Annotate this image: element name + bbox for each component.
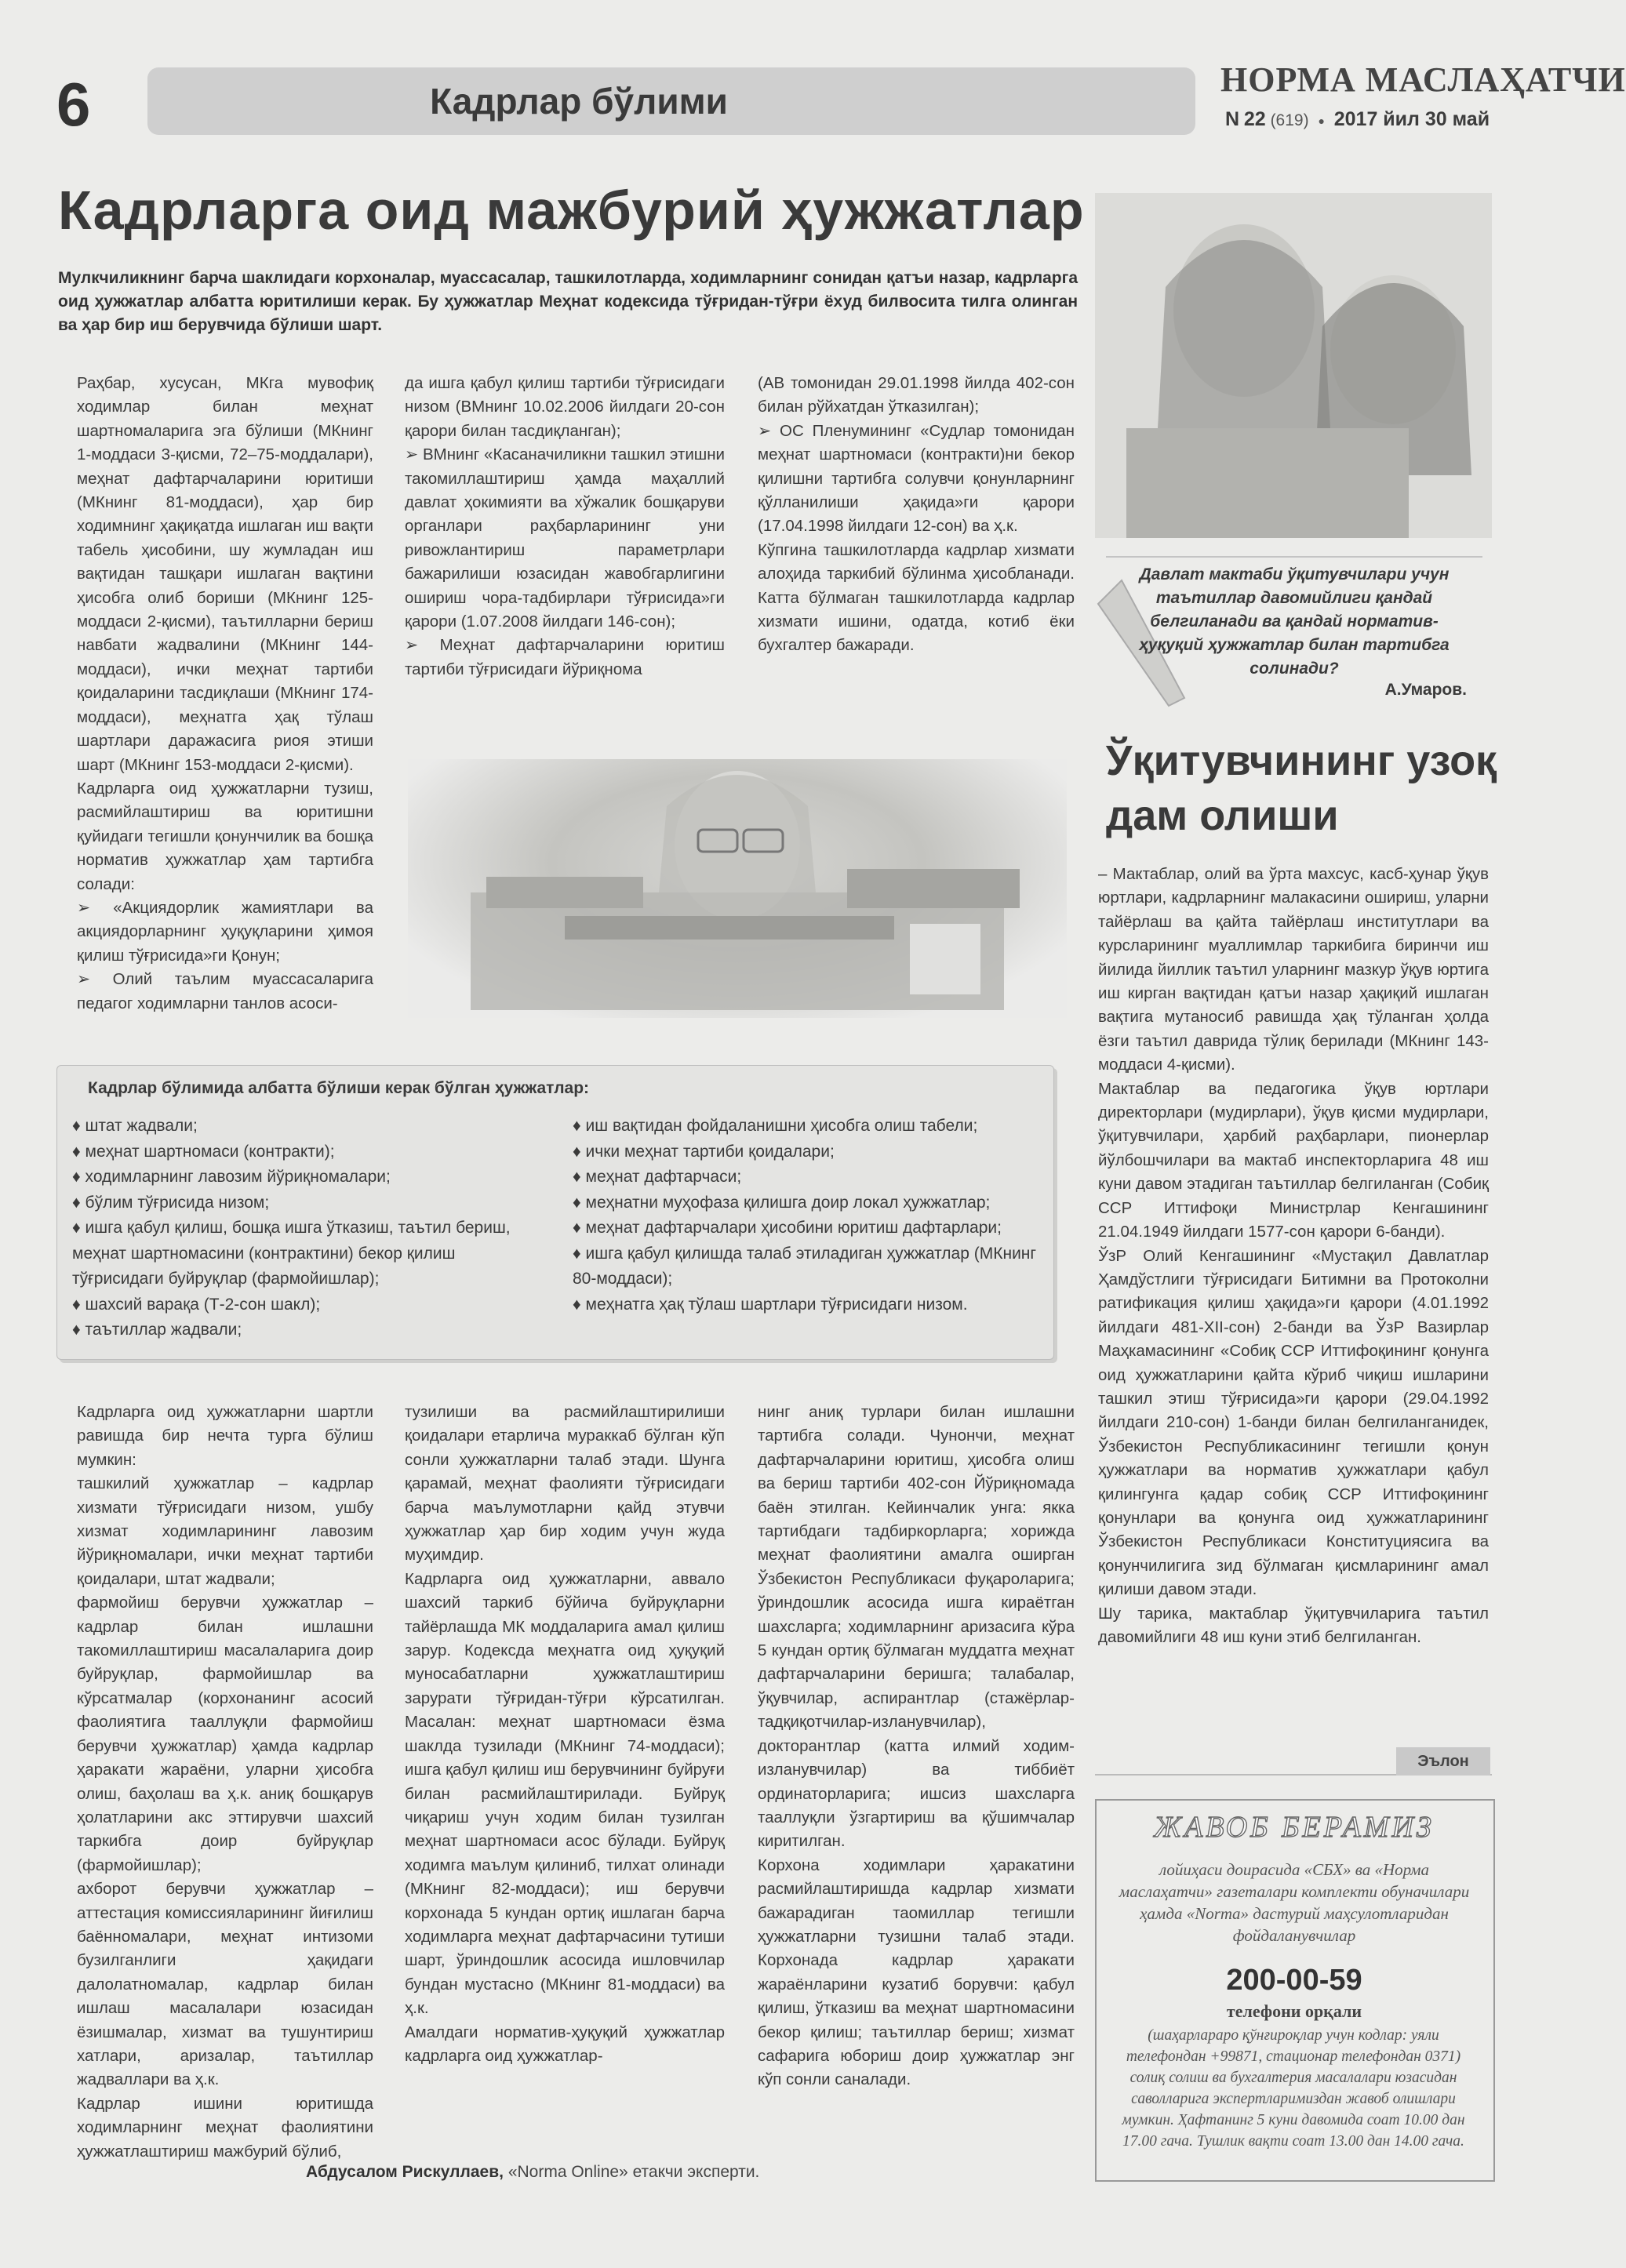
- issue-label: N: [1225, 108, 1240, 130]
- article-photo-illustration: [408, 759, 1067, 1018]
- bottom-column-1-text: Кадрларга оид ҳужжатларни шартли равишда бир нечта турга бўлиш мумкин: ташкилий ҳужжатлар – кадрлар хизмати тўғрисидаги низом, ушбу хизмат ходимларининг лавозим йўриқномалари, ички меҳнат тартиби қоидалари, штат жадвали; фармойиш берувчи ҳужжатлар – кадрлар билан ишлашни такомиллаштириш масалаларига доир буйруқлар, фармойишлар ва кўрсатмалар (корхонанинг асосий фаолиятига тааллуқли фармойиш берувчи ҳужжатлар) ҳамда кадрлар ҳаракати жараёни, уларни ҳисобга олиш, баҳолаш ва ҳ.к. аниқ бошқарув ҳолатларини акс эттирувчи шахсий таркибга доир буйруқлар (фармойишлар); ахборот берувчи ҳужжатлар – аттестация комиссияларининг йиғилиш баённомалари, меҳнат интизоми бузилганлиги ҳақидаги далолатномалар, кадрлар билан ишлаш масалалари юзасидан ёзишмалар, хизмат ва тушунтириш хатлари, аризалар, таътиллар жадваллари ва ҳ.к. Кадрлар ишини юритишда ходимларнинг меҳнат фаолиятини ҳужжатлаштириш мажбурий бўлиб,: [77, 1403, 373, 2161]
- question-text: Давлат мактаби ўқитувчилари учун таътиллар давомийлиги қандай белгиланади ва қандай норматив-ҳуқуқий ҳужжатлар билан тартибга солинади?: [1139, 565, 1450, 678]
- document-list-left: [72, 1114, 543, 1343]
- document-list-right: [573, 1114, 1043, 1318]
- issue-date: 2017 йил 30 май: [1333, 108, 1490, 130]
- bottom-column-3: [758, 1401, 1075, 2092]
- sidebar-body-text: – Мактаблар, олий ва ўрта махсус, касб-ҳунар ўқув юртлари, кадрларнинг малакасини ошириш, уларни тайёрлаш ва қайта тайёрлаш институтлари ва курсларининг муаллимлар таркибига биринчи иш йилида йиллик таътил уларнинг мазкур ўқув юртига иш кирган вақтидан қатъи назар ҳақиқий ишлаган вақтига мутаносиб равишда ҳақ тўланган ҳолда ёзги таътил даврида тўлиқ берилади (МКнинг 143-моддаси 4-қисми). Мактаблар ва педагогика ўқув юртлари директорлари (мудирлари), ўқув қисми мудирлари, ўқитувчилари, ҳарбий раҳбарлари, пионерлар йўлбошчилари ва мактаб инспекторларига 48 иш куни давом этадиган таътиллар белгиланган (Собиқ ССР Иттифоқи Министрлар Кенгашининг 21.04.1949 йилдаги 1577-сон қарори 6-банди). ЎзР Олий Кенгашининг «Мустақил Давлатлар Ҳамдўстлиги тўғрисидаги Битимни ва Протоколни ратификация қилиш ҳақида»ги қарори (4.01.1992 йилдаги 481-XII-сон) 2-банди ва ЎзР Вазирлар Маҳкамасининг «Собиқ ССР Иттифоқининг қонунга оид ҳужжатларини қайта кўриб чиқиш ишларини ташкил этиш тўғрисида»ги қарори (29.04.1992 йилдаги 210-сон) 1-банди билан белгиланганидек, Ўзбекистон Республикасининг тегишли қонун ҳужжатлари ва норматив ҳужжатлари қабул қилингунга қадар собиқ ССР Иттифоқининг қонунлари ва қонунга оид ҳужжатларининг Ўзбекистон Республикаси Конституциясига ва қонунчилигига зид бўлмаган қисмларининг амал қилиши давом этади. Шу тарика, мактаблар ўқитувчиларига таътил давомийлиги 48 иш куни этиб белгиланган.: [1098, 865, 1489, 1646]
- bottom-column-2: [405, 1401, 725, 2068]
- sidebar-photo: [1095, 193, 1492, 538]
- bottom-column-3-text: нинг аниқ турлари билан ишлашни тартибга солади. Чунончи, меҳнат дафтарчаларини юритиш, ҳисобга олиш ва бериш тартиби 402-сон Йўриқномада баён этилган. Кейинчалик унга: якка тартибдаги тадбиркорларга; хорижда меҳнат фаолиятини амалга оширган Ўзбекистон Республикаси фуқароларига; ўриндошлик асосида ишга кираётган шахсларга; ходимларнинг аризасига кўра 5 кундан ортиқ бўлмаган муддатга меҳнат дафтарчаларини беришга; талабалар, ўқувчилар, аспирантлар (стажёрлар-тадқиқотчилар-изланувчилар), докторантлар (катта илмий ходим-изланувчилар) ва тиббиёт ординаторларига; ишсиз шахсларга тааллуқли ўзгартириш ва қўшимчалар киритилган. Корхона ходимлари ҳаракатини расмийлаштиришда кадрлар хизмати бажарадиган таомиллар тегишли ҳужжатларни тузишни талаб этади. Корхонада кадрлар ҳаракати жараёнларини кузатиб борувчи: қабул қилиш, ўтказиш ва меҳнат шартномасини бекор қилиш; таътиллар бериш; хизмат сафарига юбориш доир ҳужжатлар энг кўп сонли саналади.: [758, 1403, 1075, 2089]
- document-list-left-items: ♦ штат жадвали; ♦ меҳнат шартномаси (контракти); ♦ ходимларнинг лавозим йўриқномалари; ♦ бўлим тўғрисида низом; ♦ ишга қабул қилиш, бошқа ишга ўтказиш, таътил бериш, меҳнат шартномасини (контрактини) бекор қилиш тўғрисидаги буйруқлар (фармойишлар); ♦ шахсий варақа (Т-2-сон шакл); ♦ таътиллар жадвали;: [72, 1117, 511, 1339]
- bottom-column-2-text: тузилиши ва расмийлаштирилиши қоидалари етарлича мураккаб бўлган кўп сонли ҳужжатларни талаб этади. Шунга қарамай, меҳнат фаолияти тўғрисидаги барча маълумотларни қайд этувчи ҳужжатлар ҳар бир ходим учун жуда муҳимдир. Кадрларга оид ҳужжатларни, аввало шахсий таркиб бўйича буйруқларни тайёрлашда МК моддаларига амал қилиш зарур. Кодексда меҳнатга оид ҳуқуқий муносабатларни ҳужжатлаштириш зарурати тўғридан-тўғри кўрсатилган. Масалан: меҳнат шартномаси ёзма шаклда тузилади (МКнинг 74-моддаси); ишга қабул қилиш иш берувчининг буйруғи билан расмийлаштирилади. Буйруқ чиқариш учун ходим билан тузилган меҳнат шартномаси асос бўлади. Буйруқ ходимга маълум қилиниб, тилхат олинади (МКнинг 82-моддаси); иш берувчи корхонада 5 кундан ортиқ ишлаган барча ходимларга меҳнат дафтарчасини тутиши шарт, ўриндошлик асосида ишловчилар бундан мустасно (МКнинг 81-моддаси) ва ҳ.к. Амалдаги норматив-ҳуқуқий ҳужжатлар кадрларга оид ҳужжатлар-: [405, 1403, 725, 2065]
- document-list-title: Кадрлар бўлимида албатта бўлиши керак бўлган ҳужжатлар:: [88, 1079, 590, 1097]
- answer-note: (шаҳарлараро қўнғироқлар учун кодлар: уяли телефондан +99871, стационар телефондан 0371) солиқ солиш ва бухгалтерия масалалари юзасидан саволларига экспертларимиздан жавоб олишлари мумкин. Ҳафтанинг 5 куни давомида соат 10.00 дан 17.00 гача. Тушлик вақти соат 13.00 дан 14.00 гача.: [1122, 2027, 1465, 2150]
- article-column-2: [405, 372, 725, 681]
- article-column-1-text: Раҳбар, хусусан, МКга мувофиқ ходимлар билан меҳнат шартномаларига эга бўлиши (МКнинг 1-моддаси 3-қисми, 72–75-моддалари), меҳнат дафтарчаларини юритиши (МКнинг 81-моддаси), ҳар бир ходимнинг ҳақиқатда ишлаган иш вақти табель ҳисобини, шу жумладан иш вақтидан ташқари ишлаган вақтини ҳисобга олиб бориши (МКнинг 125-моддаси 2-қисми), таътилларни бериш навбати жадвалини (МКнинг 144-моддаси), ички меҳнат тартиби қоидаларини тасдиқлаши (МКнинг 174-моддаси), меҳнатга ҳақ тўлаш шартлари даражасига риоя этиши шарт (МКнинг 153-моддаси 2-қисми). Кадрларга оид ҳужжатларни тузиш, расмийлаштириш ва юритишни қуйидаги тегишли қонунчилик ва бошқа норматив ҳужжатлар ҳам тартибга солади: ➢ «Акциядорлик жамиятлари ва акциядорларнинг ҳуқуқларини ҳимоя қилиш тўғрисида»ги Қонун; ➢ Олий таълим муассасаларига педагог ходимларни танлов асоси-: [77, 374, 373, 1012]
- sidebar-title: Ўқитувчининг узоқ дам олиши: [1106, 737, 1497, 839]
- issue-number: 22: [1243, 108, 1266, 130]
- document-list-right-items: ♦ иш вақтидан фойдаланишни ҳисобга олиш табели; ♦ ички меҳнат тартиби қоидалари; ♦ меҳнат дафтарчаси; ♦ меҳнатни муҳофаза қилишга доир локал ҳужжатлар; ♦ меҳнат дафтарчалари ҳисобини юритиш дафтарлари; ♦ ишга қабул қилишда талаб этиладиган ҳужжатлар (МКнинг 80-моддаси); ♦ меҳнатга ҳақ тўлаш шартлари тўғрисидаги низом.: [573, 1117, 1037, 1314]
- sidebar-body: [1098, 863, 1489, 1649]
- signature-name: Абдусалом Рискуллаев,: [306, 2163, 504, 2181]
- issue-line: [1225, 108, 1490, 131]
- article-column-1: [77, 372, 373, 1016]
- issue-total: (619): [1270, 111, 1309, 129]
- section-title: Кадрлар бўлими: [430, 81, 728, 122]
- page-number: 6: [56, 70, 91, 139]
- article-signature: [306, 2163, 759, 2182]
- question-author: А.Умаров.: [1384, 681, 1467, 699]
- answer-subtitle: лойиҳаси доирасида «СБХ» ва «Норма маслаҳатчи» газеталари комплекти обуначилари ҳамда «Norma» дастурий маҳсулотларидан фойдаланувчилар: [1119, 1860, 1470, 1945]
- article-column-2-text: да ишга қабул қилиш тартиби тўғрисидаги низом (ВМнинг 10.02.2006 йилдаги 20-сон қарори билан тасдиқланган); ➢ ВМнинг «Касаначиликни ташкил этишни такомиллаштириш ҳамда маҳаллий давлат ҳокимияти ва хўжалик бошқаруви органлари раҳбарларининг уни ривожлантириш параметрлари бажарилиши юзасидан жавобгарлигини ошириш чора-тадбирлари тўғрисида»ги қарори (1.07.2008 йилдаги 146-сон); ➢ Меҳнат дафтарчаларини юритиш тартиби тўғрисидаги йўриқнома: [405, 374, 725, 678]
- article-photo: [408, 759, 1067, 1018]
- sidebar-photo-illustration: [1095, 193, 1492, 538]
- answer-phone-label: телефони орқали: [1226, 2001, 1362, 2021]
- issue-separator: ●: [1318, 114, 1325, 128]
- signature-role: «Norma Online» етакчи эксперти.: [507, 2163, 760, 2181]
- answer-phone: 200-00-59: [1226, 1964, 1362, 1997]
- article-lead: Мулкчиликнинг барча шаклидаги корхоналар, муассасалар, ташкилотларда, ходимларнинг сонидан қатъи назар, кадрларга оид ҳужжатлар албатта юритилиши керак. Бу ҳужжатлар Меҳнат кодексида тўғридан-тўғри ёхуд билвосита тилга олинган ва ҳар бир иш берувчида бўлиши шарт.: [58, 269, 1078, 334]
- article-column-3: [758, 372, 1075, 658]
- bottom-column-1: [77, 1401, 373, 2164]
- ad-tag: Эълон: [1396, 1747, 1490, 1776]
- article-column-3-text: (АВ томонидан 29.01.1998 йилда 402-сон билан рўйхатдан ўтказилган); ➢ ОС Пленумининг «Судлар томонидан меҳнат шартномаси (контракти)ни бекор қилишни тартибга солувчи қонунларнинг қўлланилиши ҳақида»ги қарори (17.04.1998 йилдаги 12-сон) ва ҳ.к. Кўпгина ташкилотларда кадрлар хизмати алоҳида таркибий бўлинма ҳисобланади. Катта бўлмаган ташкилотларда кадрлар хизмати ишини, одатда, котиб ёки бухгалтер бажаради.: [758, 374, 1075, 655]
- article-title: Кадрларга оид мажбурий ҳужжатлар: [58, 180, 1085, 241]
- masthead: НОРМА МАСЛАҲАТЧИ: [1220, 60, 1626, 99]
- answer-title: ЖАВОБ БЕРАМИЗ: [1154, 1811, 1435, 1844]
